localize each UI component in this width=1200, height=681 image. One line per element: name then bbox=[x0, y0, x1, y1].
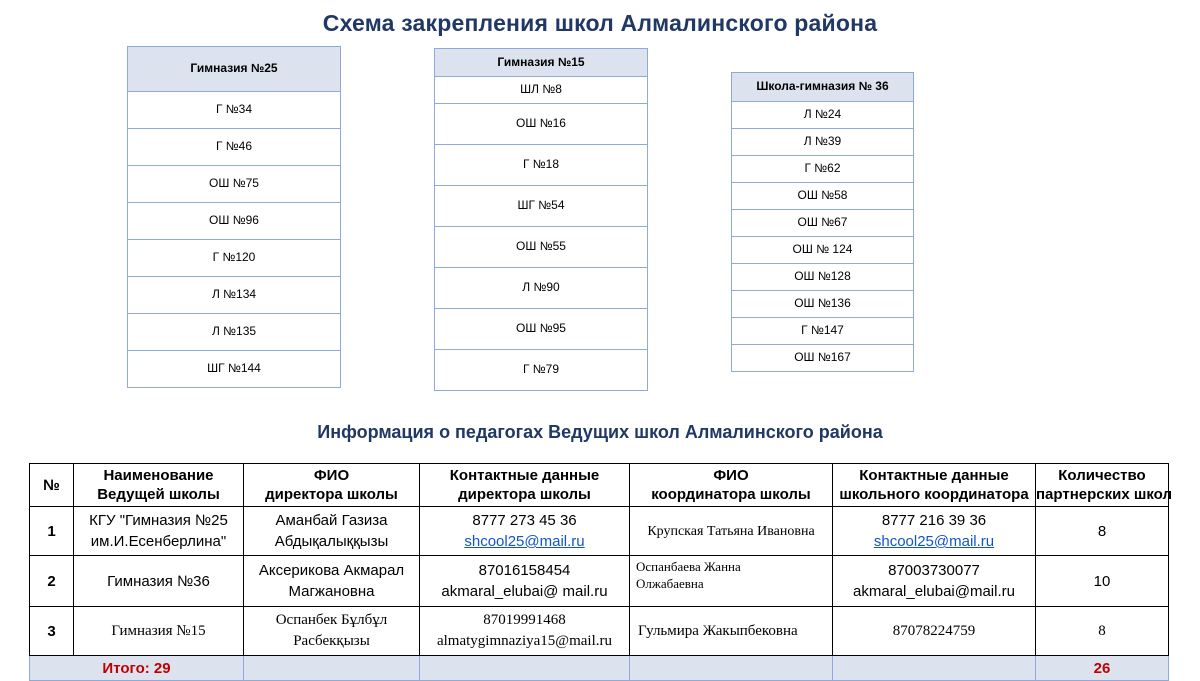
group-item: Г №34 bbox=[128, 92, 341, 129]
group-item: ШГ №144 bbox=[128, 351, 341, 388]
director-email: almatygimnaziya15@mail.ru bbox=[436, 633, 612, 649]
school-group-gymnasium-15 bbox=[434, 48, 648, 391]
group-item: ОШ №67 bbox=[732, 210, 914, 237]
total-partner-count: 26 bbox=[1036, 656, 1169, 681]
coordinator-phone: 8777 216 39 36 bbox=[881, 512, 987, 529]
coordinator-name: Оспанбаева Жанна Олжабаевна bbox=[630, 556, 833, 607]
col-header-director: ФИО директора школы bbox=[244, 464, 420, 507]
group-item: Л №135 bbox=[128, 314, 341, 351]
page-title: Схема закрепления школ Алмалинского района bbox=[322, 10, 878, 36]
total-row bbox=[30, 656, 1169, 681]
director-phone: 8777 273 45 36 bbox=[472, 512, 577, 529]
partner-count: 8 bbox=[1036, 507, 1169, 556]
director-name: Оспанбек Бұлбұл Расбекқызы bbox=[244, 607, 420, 656]
row-number: 1 bbox=[30, 507, 74, 556]
group-item: Г №18 bbox=[435, 145, 648, 186]
teachers-info-table bbox=[29, 463, 1172, 681]
group-item: ОШ №128 bbox=[732, 264, 914, 291]
col-header-director-contact: Контактные данные директора школы bbox=[420, 464, 630, 507]
group-item: Л №39 bbox=[732, 129, 914, 156]
coordinator-name: Гульмира Жакыпбековна bbox=[630, 607, 833, 656]
coordinator-contact bbox=[833, 556, 1036, 607]
table-header-row bbox=[30, 464, 1169, 507]
director-name: Аксерикова Акмарал Магжановна bbox=[244, 556, 420, 607]
coordinator-email-link[interactable]: shcool25@mail.ru bbox=[873, 533, 995, 550]
group-item: ОШ №58 bbox=[732, 183, 914, 210]
school-group-gymnasium-36 bbox=[731, 72, 914, 372]
director-name: Аманбай Газиза Абдықалыққызы bbox=[244, 507, 420, 556]
director-contact bbox=[420, 607, 630, 656]
table-row bbox=[30, 556, 1169, 607]
director-email: akmaral_elubai@ mail.ru bbox=[441, 583, 608, 600]
partner-count: 8 bbox=[1036, 607, 1169, 656]
school-group-gymnasium-25 bbox=[127, 46, 341, 388]
group-item: ОШ №95 bbox=[435, 309, 648, 350]
coordinator-name: Крупская Татьяна Ивановна bbox=[630, 507, 833, 556]
col-header-school: Наименование Ведущей школы bbox=[74, 464, 244, 507]
group-item: Г №79 bbox=[435, 350, 648, 391]
group-item: ОШ №16 bbox=[435, 104, 648, 145]
school-name: КГУ "Гимназия №25 им.И.Есенберлина" bbox=[74, 507, 244, 556]
group-item: ШГ №54 bbox=[435, 186, 648, 227]
row-number: 2 bbox=[30, 556, 74, 607]
group-item: Л №90 bbox=[435, 268, 648, 309]
group-item: Г №62 bbox=[732, 156, 914, 183]
group-item: Л №24 bbox=[732, 102, 914, 129]
partner-count: 10 bbox=[1036, 556, 1169, 607]
group-item: ОШ №75 bbox=[128, 166, 341, 203]
coordinator-contact bbox=[833, 507, 1036, 556]
coordinator-email: akmaral_elubai@mail.ru bbox=[853, 583, 1015, 600]
col-header-coordinator: ФИО координатора школы bbox=[630, 464, 833, 507]
col-header-num: № bbox=[30, 464, 74, 507]
director-phone: 87019991468 bbox=[483, 612, 566, 628]
group-header: Гимназия №25 bbox=[128, 47, 341, 92]
coordinator-phone: 87078224759 bbox=[833, 607, 1036, 656]
school-name: Гимназия №15 bbox=[74, 607, 244, 656]
col-header-partner-count: Количество партнерских школ bbox=[1036, 464, 1169, 507]
group-header: Школа-гимназия № 36 bbox=[732, 73, 914, 102]
row-number: 3 bbox=[30, 607, 74, 656]
table-row bbox=[30, 607, 1169, 656]
director-phone: 87016158454 bbox=[478, 562, 571, 579]
total-label: Итого: 29 bbox=[30, 656, 244, 681]
group-item: Г №147 bbox=[732, 318, 914, 345]
group-item: Л №134 bbox=[128, 277, 341, 314]
coordinator-phone: 87003730077 bbox=[888, 562, 980, 579]
group-item: ОШ № 124 bbox=[732, 237, 914, 264]
table-row bbox=[30, 507, 1169, 556]
group-item: Г №46 bbox=[128, 129, 341, 166]
group-item: ОШ №55 bbox=[435, 227, 648, 268]
group-item: ОШ №136 bbox=[732, 291, 914, 318]
group-item: ШЛ №8 bbox=[435, 77, 648, 104]
group-item: ОШ №96 bbox=[128, 203, 341, 240]
group-item: ОШ №167 bbox=[732, 345, 914, 372]
group-item: Г №120 bbox=[128, 240, 341, 277]
school-name: Гимназия №36 bbox=[74, 556, 244, 607]
director-email-link[interactable]: shcool25@mail.ru bbox=[464, 533, 585, 550]
director-contact bbox=[420, 556, 630, 607]
info-section-title: Информация о педагогах Ведущих школ Алмалинского района bbox=[317, 422, 883, 442]
group-header: Гимназия №15 bbox=[435, 49, 648, 77]
col-header-coordinator-contact: Контактные данные школьного координатора bbox=[833, 464, 1036, 507]
director-contact bbox=[420, 507, 630, 556]
